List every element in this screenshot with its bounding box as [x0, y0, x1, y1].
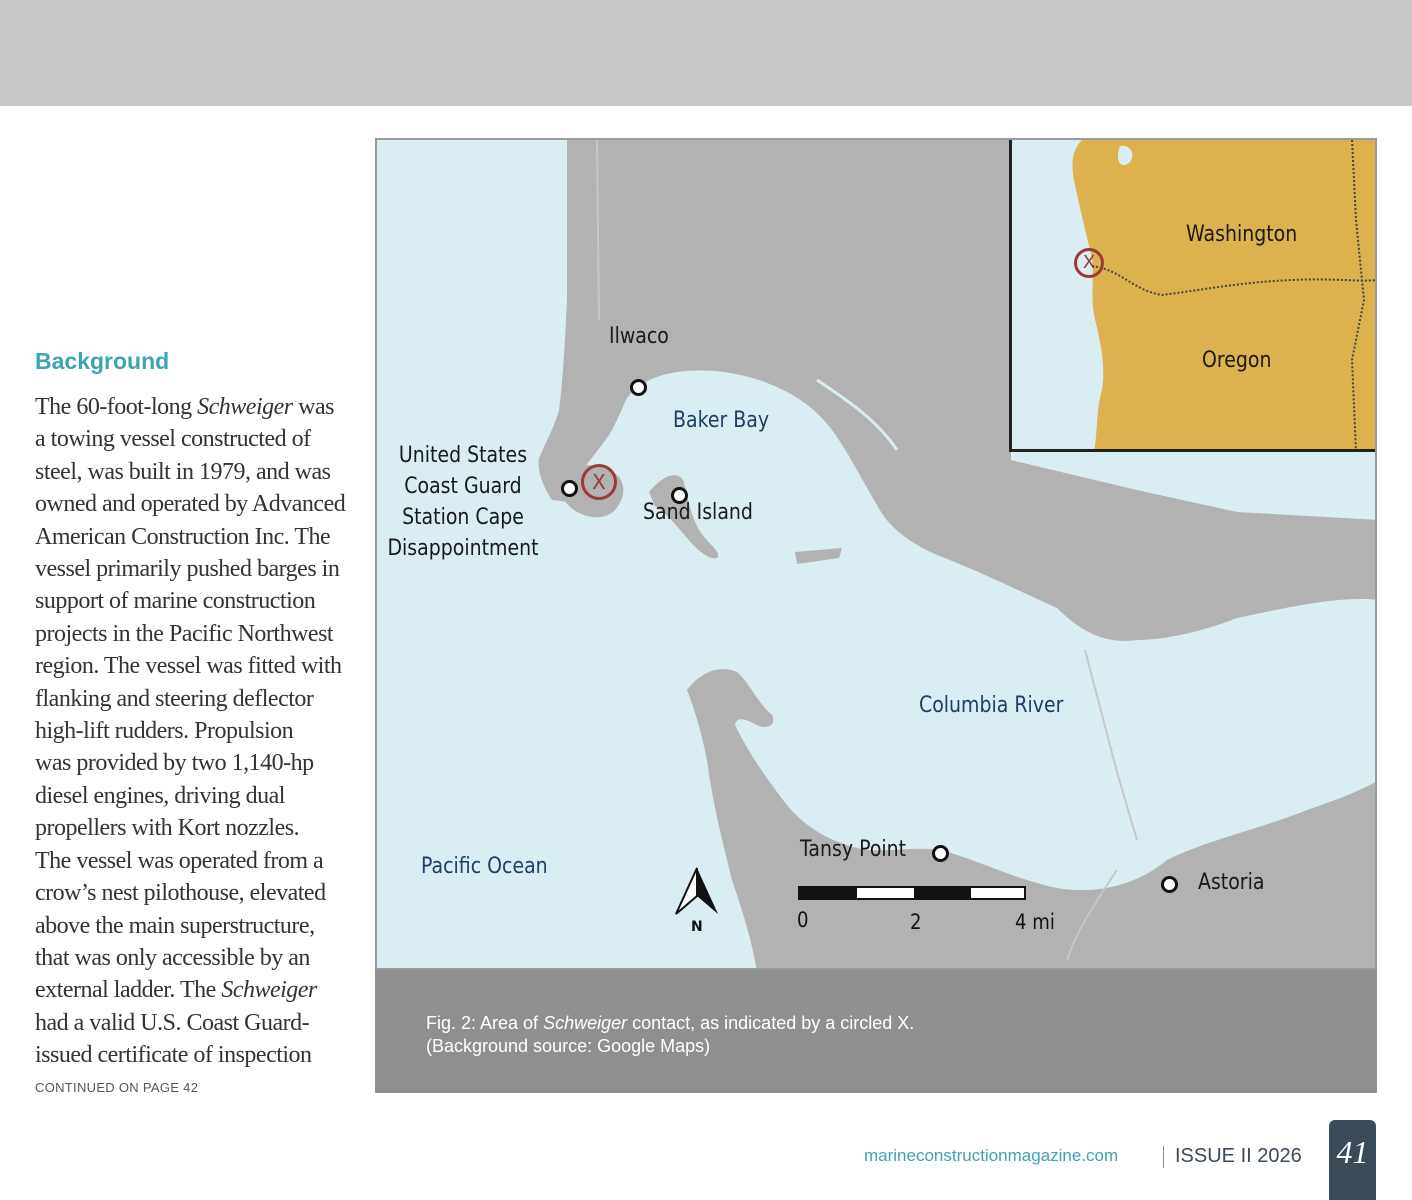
vessel-name: Schweiger — [197, 394, 293, 420]
article-line: was provided by two 1,140-hp — [35, 750, 314, 777]
north-label: N — [691, 919, 703, 935]
section-heading: Background — [35, 348, 170, 374]
north-arrow-icon — [672, 866, 722, 918]
article-line: propellers with Kort nozzles. — [35, 815, 300, 842]
article-line: had a valid U.S. Coast Guard- — [35, 1009, 310, 1036]
scale-label-zero: 0 — [797, 908, 809, 932]
contact-marker: X — [581, 464, 617, 500]
label-tansy-point: Tansy Point — [800, 837, 907, 862]
label-ilwaco: Ilwaco — [609, 324, 669, 349]
article-line: projects in the Pacific Northwest — [35, 620, 334, 647]
article-line: The 60-foot-long Schweiger was — [35, 394, 334, 420]
article-line: that was only accessible by an — [35, 944, 310, 971]
article-line: region. The vessel was fitted with — [35, 653, 342, 680]
inset-contact-marker: X — [1074, 248, 1104, 278]
marker-tansy-point — [932, 845, 949, 862]
article-body — [35, 391, 357, 1072]
road-2 — [1085, 650, 1137, 840]
label-pacific-ocean: Pacific Ocean — [421, 854, 548, 879]
label-uscg-station: United States Coast Guard Station Cape Disappointment — [387, 443, 539, 561]
article-line: vessel primarily pushed barges in — [35, 556, 340, 583]
area-map — [375, 138, 1377, 970]
article-line: steel, was built in 1979, and was — [35, 458, 331, 485]
article-line: The vessel was operated from a — [35, 847, 324, 874]
inset-map — [1009, 140, 1377, 452]
article-line: American Construction Inc. The — [35, 523, 331, 550]
label-baker-bay: Baker Bay — [673, 408, 770, 433]
land-islet — [795, 548, 842, 564]
inset-graphic — [1012, 140, 1377, 452]
footer-issue: ISSUE II 2026 — [1175, 1145, 1302, 1167]
scale-label-two: 2 — [910, 910, 922, 934]
article-line: a towing vessel constructed of — [35, 426, 311, 453]
article-line: support of marine construction — [35, 588, 316, 615]
vessel-name: Schweiger — [221, 977, 317, 1004]
page-number-tab — [1329, 1120, 1376, 1200]
label-oregon: Oregon — [1202, 348, 1272, 373]
marker-ilwaco — [630, 379, 647, 396]
label-astoria: Astoria — [1198, 870, 1265, 895]
inset-land — [1072, 140, 1377, 452]
label-sand-island: Sand Island — [643, 500, 753, 525]
header-band — [0, 0, 1412, 106]
page-number: 41 — [1336, 1134, 1369, 1170]
caption-vessel-name: Schweiger — [543, 1013, 628, 1033]
figure — [375, 138, 1377, 1093]
article-line: high-lift rudders. Propulsion — [35, 718, 294, 745]
article-line: issued certificate of inspection — [35, 1042, 312, 1069]
article-line: owned and operated by Advanced — [35, 491, 346, 518]
marker-astoria — [1161, 876, 1178, 893]
article-line: crow’s nest pilothouse, elevated — [35, 880, 326, 907]
label-washington: Washington — [1186, 222, 1298, 247]
article-line: above the main superstructure, — [35, 912, 315, 939]
article-line: diesel engines, driving dual — [35, 782, 285, 809]
footer-divider — [1163, 1146, 1164, 1168]
article-line: external ladder. The Schweiger — [35, 977, 317, 1004]
label-columbia-river: Columbia River — [919, 693, 1064, 718]
scale-label-four: 4 mi — [1015, 910, 1055, 934]
continued-link[interactable]: CONTINUED ON PAGE 42 — [35, 1080, 199, 1095]
marker-uscg-station — [561, 480, 578, 497]
figure-caption: Fig. 2: Area of Schweiger contact, as indicated by a circled X. (Background source: Google Maps) — [375, 970, 1377, 1093]
article-line: flanking and steering deflector — [35, 685, 314, 712]
scale-bar — [798, 886, 1026, 900]
footer-url[interactable]: marineconstructionmagazine.com — [864, 1146, 1119, 1165]
